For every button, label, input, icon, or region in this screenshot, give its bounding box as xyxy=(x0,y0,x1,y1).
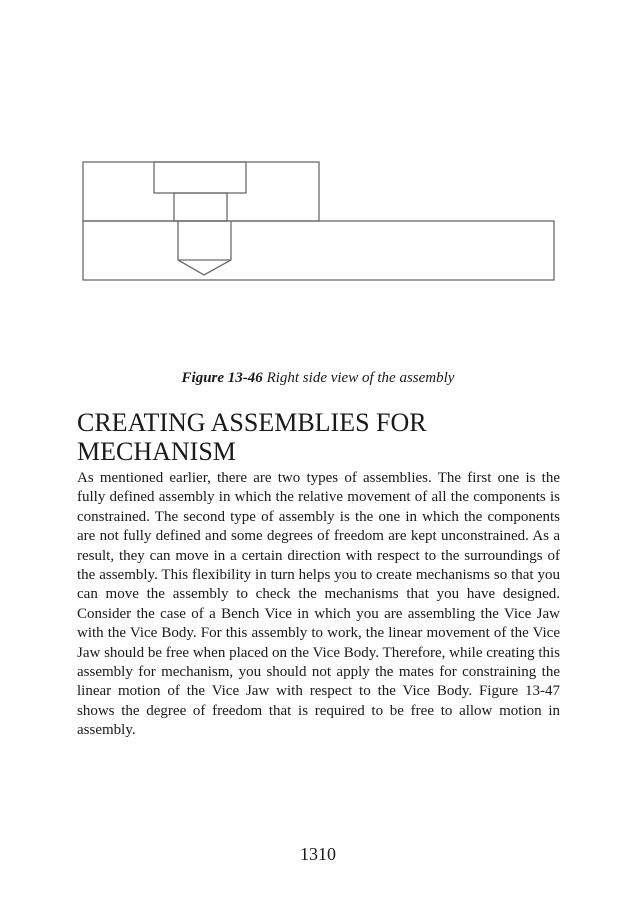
vice-jaw-outline xyxy=(83,162,319,221)
assembly-drawing-svg xyxy=(78,156,560,286)
section-heading-line1: CREATING ASSEMBLIES FOR xyxy=(77,408,427,437)
screw-head-outline xyxy=(154,162,246,193)
figure-label: Figure 13-46 xyxy=(181,370,263,386)
figure-caption xyxy=(0,368,636,388)
page-number: 1310 xyxy=(300,844,336,864)
screw-tip-outline xyxy=(178,221,231,275)
figure-caption-text: Right side view of the assembly xyxy=(266,370,455,386)
screw-shank-outline xyxy=(174,193,227,221)
section-heading xyxy=(77,408,562,466)
body-paragraph: As mentioned earlier, there are two types of assemblies. The first one is the fully defined assembly in which the relative movement of all the components is constrained. The second type of assembly is the one in which the components are not fully defined and some degrees of freedom are kept unconstrained. As a result, they can move in a certain direction with respect to the surroundings of the assembly. This flexibility in turn helps you to create mechanisms so that you can move the assembly to check the mechanisms that you have designed. Consider the case of a Bench Vice in which you are assembling the Vice Jaw with the Vice Body. For this assembly to work, the linear movement of the Vice Jaw should be free when placed on the Vice Body. Therefore, while creating this assembly for mechanism, you should not apply the mates for constraining the linear motion of the Vice Jaw with respect to the Vice Body. Figure 13-47 shows the degree of freedom that is required to be free to allow motion in assembly. xyxy=(77,470,560,739)
assembly-right-side-view-drawing xyxy=(78,156,560,286)
section-heading-line2: MECHANISM xyxy=(77,437,236,466)
vice-body-outline xyxy=(83,221,554,280)
